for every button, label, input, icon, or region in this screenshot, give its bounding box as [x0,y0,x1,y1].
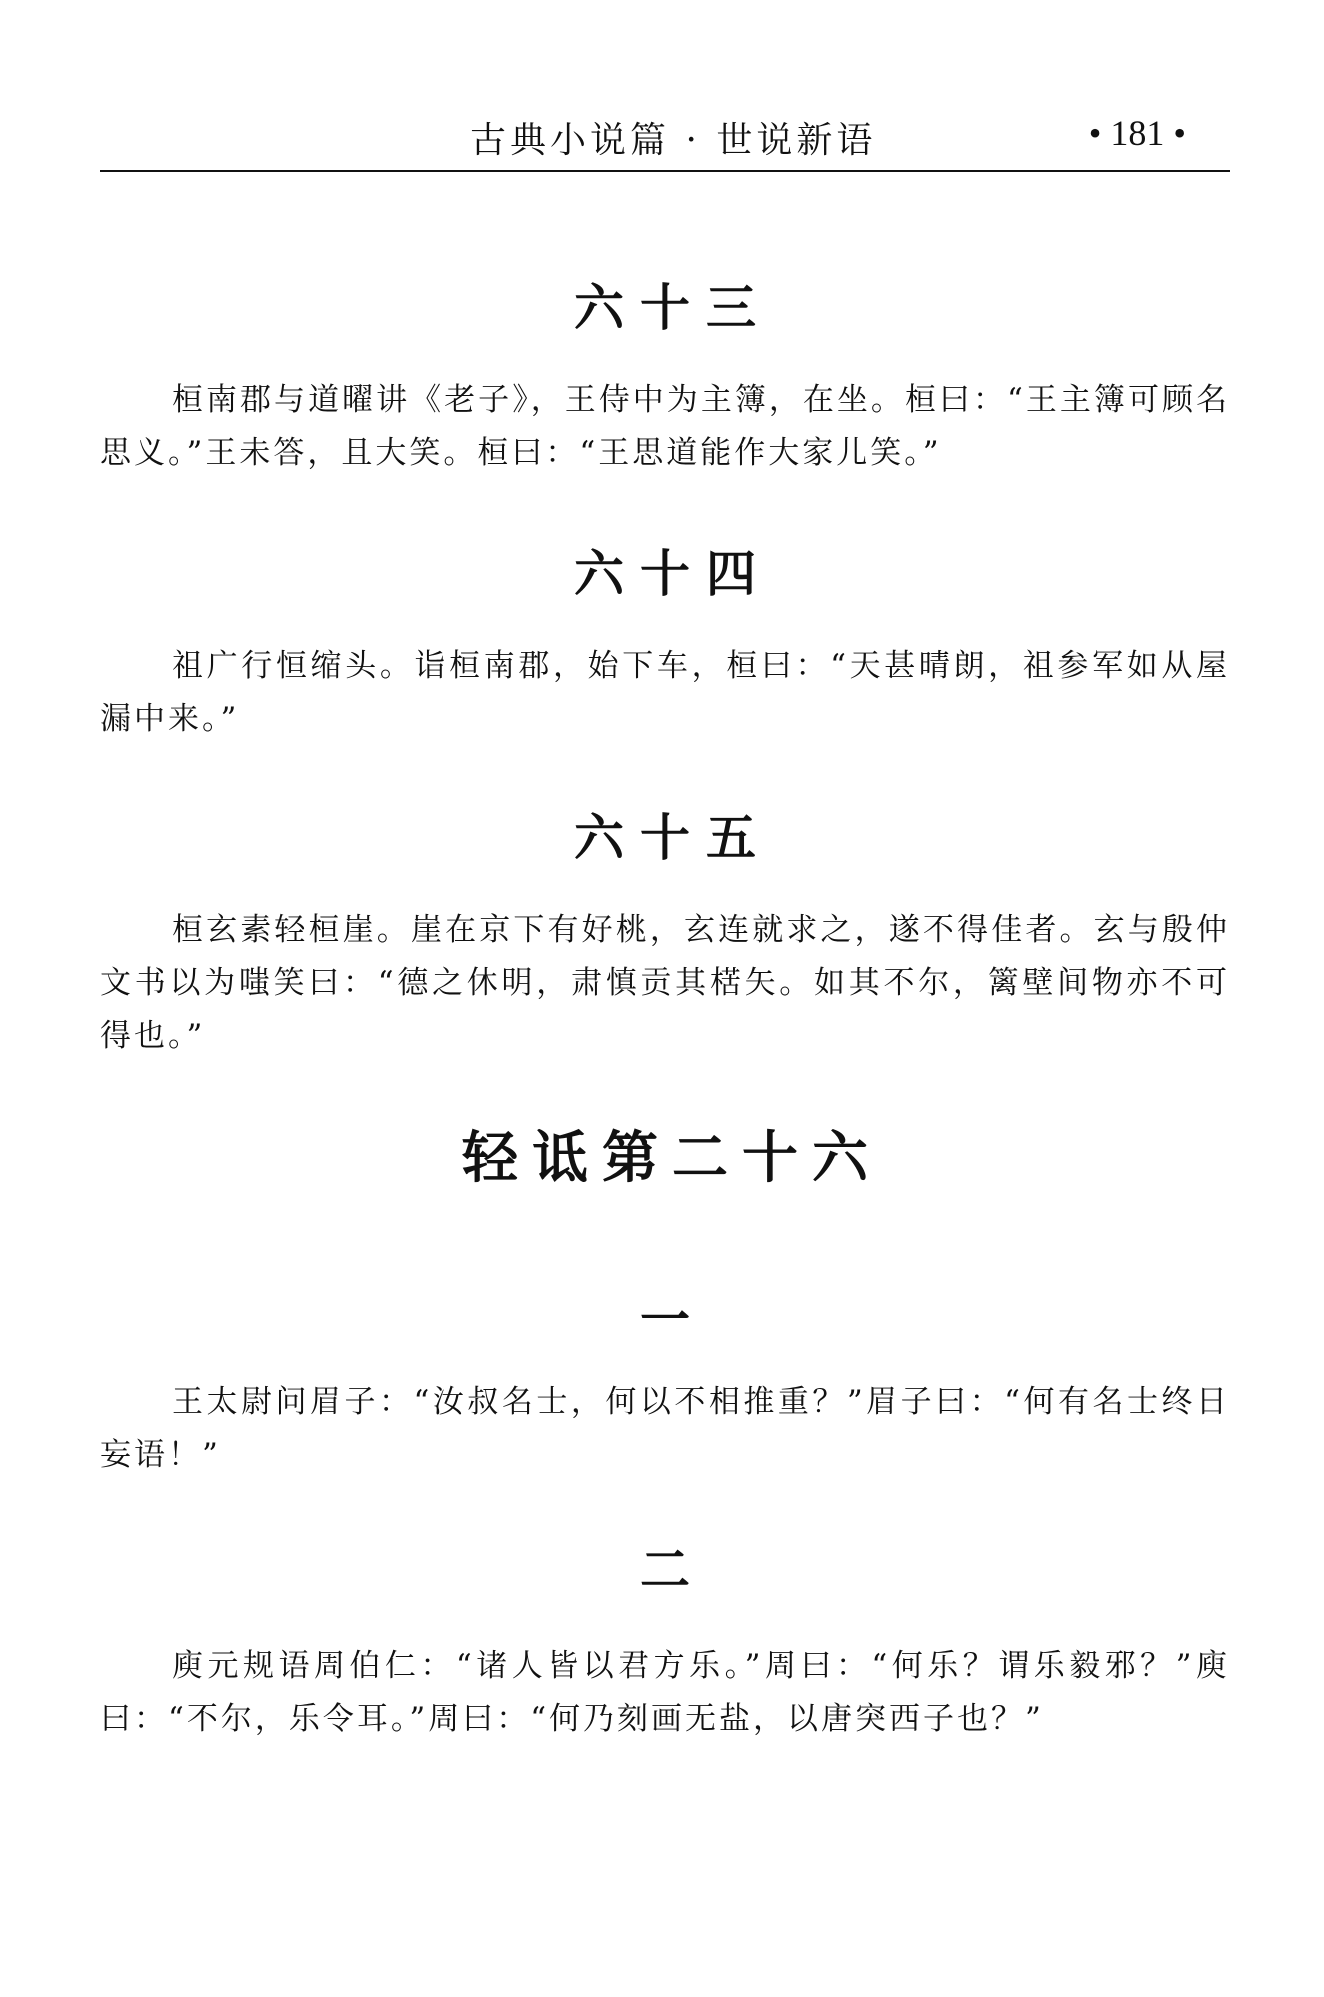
chapter-title: 轻诋第二十六 [462,1126,882,1191]
section-paragraph: 庾元规语周伯仁：“诸人皆以君方乐。”周曰：“何乐？谓乐毅邪？”庾曰：“不尔，乐令耳。”周曰：“何乃刻画无盐，以唐突西子也？” [100,1648,1230,1737]
running-header [100,112,1230,162]
section-title: 六十五 [574,809,772,867]
section-paragraph: 桓南郡与道曜讲《老子》，王侍中为主簿，在坐。桓曰：“王主簿可顾名思义。”王未答，且大笑。桓曰：“王思道能作大家儿笑。” [100,382,1230,471]
section-title: 一 [640,1291,706,1349]
header-rule [100,170,1230,172]
running-title: 古典小说篇 · 世说新语 [470,120,877,161]
section-title: 六十四 [574,545,772,603]
page-number: • 181 • [1088,113,1186,153]
section-paragraph: 王太尉问眉子：“汝叔名士，何以不相推重？”眉子曰：“何有名士终日妄语！” [100,1384,1230,1473]
section-paragraph: 桓玄素轻桓崖。崖在京下有好桃，玄连就求之，遂不得佳者。玄与殷仲文书以为嗤笑曰：“德之休明，肃慎贡其楛矢。如其不尔，篱壁间物亦不可得也。” [100,912,1230,1054]
section-paragraph: 祖广行恒缩头。诣桓南郡，始下车，桓曰：“天甚晴朗，祖参军如从屋漏中来。” [100,648,1230,737]
section-title: 二 [640,1541,706,1599]
section-title: 六十三 [574,279,772,337]
